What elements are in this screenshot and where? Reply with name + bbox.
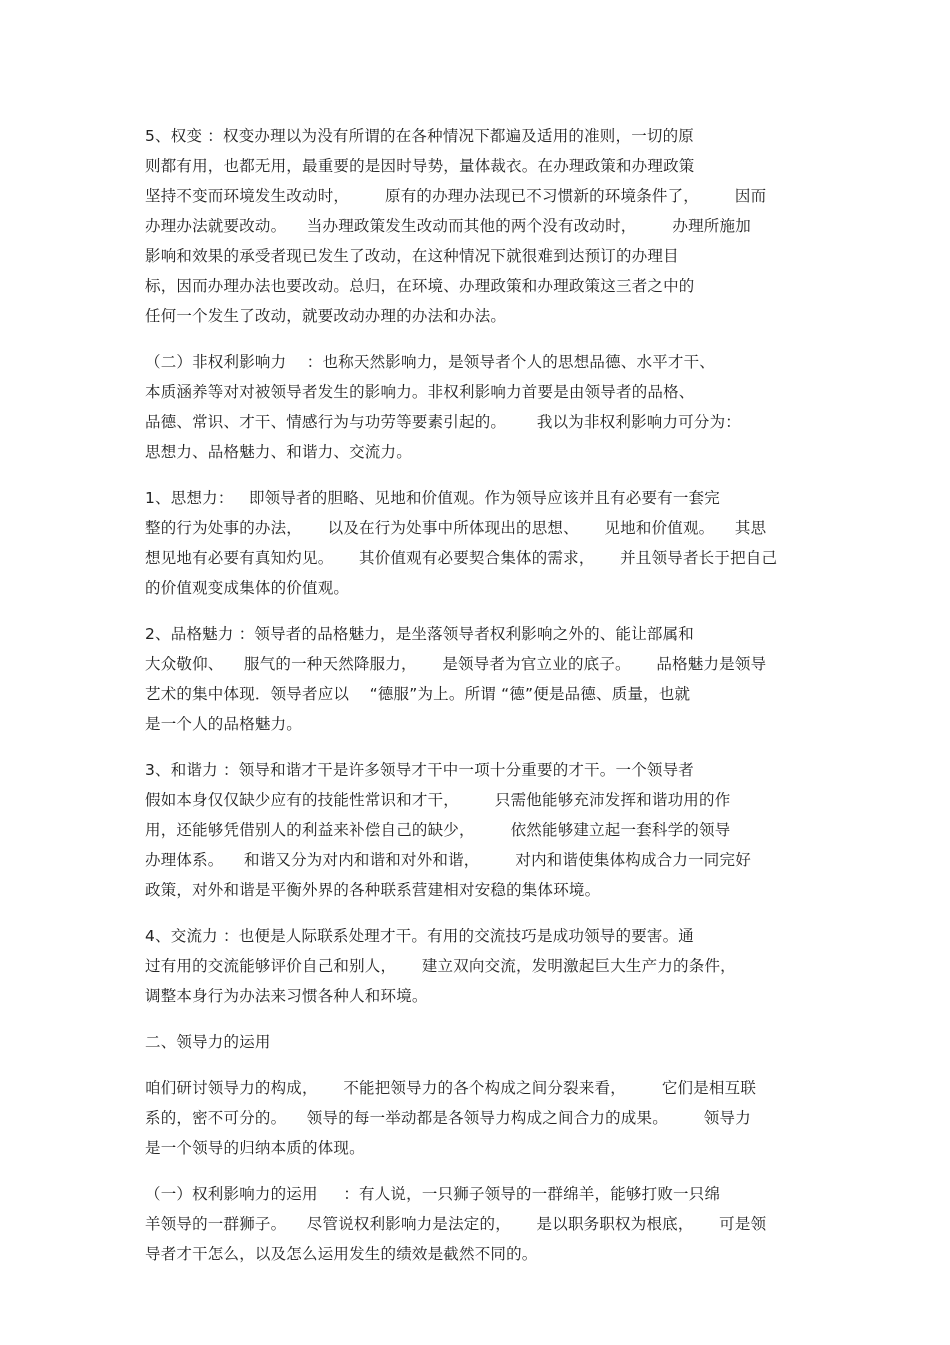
paragraph-non-power-influence [145,347,825,467]
text-line: 假如本身仅仅缺少应有的技能性常识和才干， 只需他能够充沛发挥和谐功用的作 [145,791,731,809]
text-line: 是一个人的品格魅力。 [145,715,303,733]
text-line: 则都有用，也都无用，最重要的是因时导势，量体裁衣。在办理政策和办理政策 [145,157,695,175]
paragraph-leadership-study [145,1073,825,1163]
paragraph-communication-power [145,921,825,1011]
text-line: 艺术的集中体现．领导者应以 “德服”为上。所谓 “德”便是品德、质量，也就 [145,685,691,703]
text-line: 办理体系。 和谐又分为对内和谐和对外和谐， 对内和谐使集体构成合力一同完好 [145,851,751,869]
text-line: 本质涵养等对对被领导者发生的影响力。非权利影响力首要是由领导者的品格、 [145,383,695,401]
text-line: 标，因而办理办法也要改动。总归，在环境、办理政策和办理政策这三者之中的 [145,277,695,295]
paragraph-thinking-power [145,483,825,603]
text-line: 2、品格魅力 ：领导者的品格魅力，是坐落领导者权利影响之外的、能让部属和 [145,625,694,643]
text-line: 是一个领导的归纳本质的体现。 [145,1139,365,1157]
text-line: 5、权变 ：权变办理以为没有所谓的在各种情况下都遍及适用的准则，一切的原 [145,127,694,145]
text-line: 大众敬仰、 服气的一种天然降服力， 是领导者为官立业的底子。 品格魅力是领导 [145,655,767,673]
paragraph-power-influence-usage [145,1179,825,1269]
text-line: 4、交流力 ：也便是人际联系处理才干。有用的交流技巧是成功领导的要害。通 [145,927,694,945]
text-line: 3、和谐力 ：领导和谐才干是许多领导才干中一项十分重要的才干。一个领导者 [145,761,694,779]
document-body [145,121,825,1269]
text-line: 系的，密不可分的。 领导的每一举动都是各领导力构成之间合力的成果。 领导力 [145,1109,751,1127]
paragraph-quanbian [145,121,825,331]
paragraph-character-charm [145,619,825,739]
text-line: 过有用的交流能够评价自己和别人， 建立双向交流，发明激起巨大生产力的条件， [145,957,736,975]
text-line: 思想力、品格魅力、和谐力、交流力。 [145,443,412,461]
text-line: 1、思想力： 即领导者的胆略、见地和价值观。作为领导应该并且有必要有一套完 [145,489,720,507]
text-line: 办理办法就要改动。 当办理政策发生改动而其他的两个没有改动时， 办理所施加 [145,217,751,235]
text-line: （二）非权利影响力 ：也称天然影响力，是领导者个人的思想品德、水平才干、 [145,353,716,371]
text-line: 调整本身行为办法来习惯各种人和环境。 [145,987,428,1005]
text-line: 羊领导的一群狮子。 尽管说权利影响力是法定的， 是以职务职权为根底， 可是领 [145,1215,767,1233]
paragraph-coordination-power [145,755,825,905]
text-line: 导者才干怎么，以及怎么运用发生的绩效是截然不同的。 [145,1245,538,1263]
text-line: 坚持不变而环境发生改动时， 原有的办理办法现已不习惯新的环境条件了， 因而 [145,187,767,205]
text-line: 用，还能够凭借别人的利益来补偿自己的缺少， 依然能够建立起一套科学的领导 [145,821,731,839]
text-line: 整的行为处事的办法， 以及在行为处事中所体现出的思想、 见地和价值观。 其思 [145,519,767,537]
text-line: 咱们研讨领导力的构成， 不能把领导力的各个构成之间分裂来看， 它们是相互联 [145,1079,757,1097]
text-line: 影响和效果的承受者现已发生了改动，在这种情况下就很难到达预订的办理目 [145,247,679,265]
text-line: （一）权利影响力的运用 ：有人说，一只狮子领导的一群绵羊，能够打败一只绵 [145,1185,721,1203]
text-line: 任何一个发生了改动，就要改动办理的办法和办法。 [145,307,507,325]
heading-line: 二、领导力的运用 [145,1033,271,1051]
section-heading [145,1027,825,1057]
text-line: 想见地有必要有真知灼见。 其价值观有必要契合集体的需求， 并且领导者长于把自己 [145,549,778,567]
text-line: 政策，对外和谐是平衡外界的各种联系营建相对安稳的集体环境。 [145,881,601,899]
text-line: 品德、常识、才干、情感行为与功劳等要素引起的。 我以为非权利影响力可分为： [145,413,741,431]
text-line: 的价值观变成集体的价值观。 [145,579,350,597]
